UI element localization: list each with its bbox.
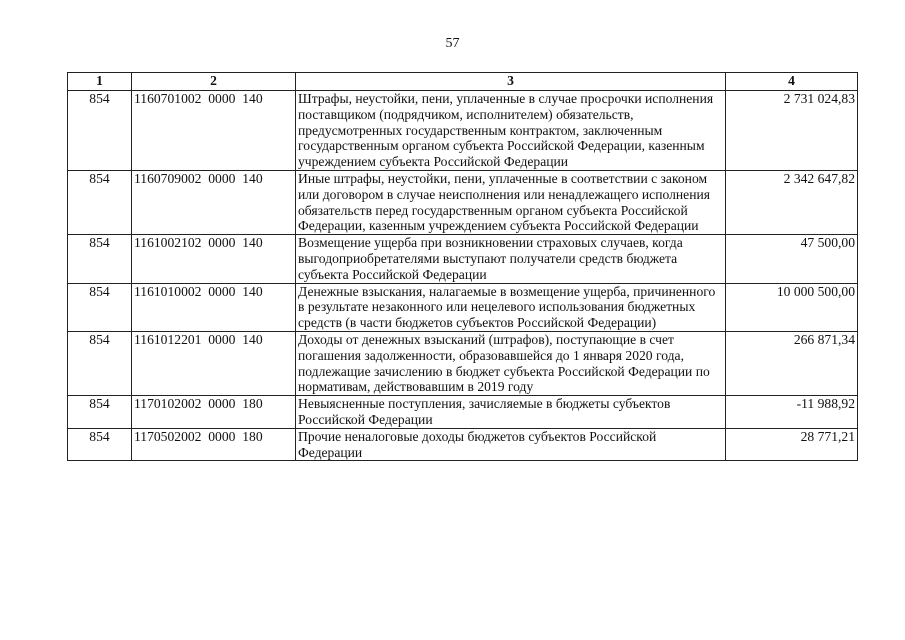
amount-cell: 47 500,00 [726,235,858,283]
revenue-name-cell: Доходы от денежных взысканий (штрафов), поступающие в счет погашения задолженности, образовавшейся до 1 января 2020 года, подлежащие зачислению в бюджет субъекта Российской Федерации по нормативам, действовавшим в 2019 году [296,331,726,395]
revenue-name-cell: Штрафы, неустойки, пени, уплаченные в случае просрочки исполнения поставщиком (подрядчиком, исполнителем) обязательств, предусмотренных государственным контрактом, заключенным государственным органом субъекта Российской Федерации, казенным учреждением субъекта Российской Федерации [296,91,726,171]
amount-cell: 10 000 500,00 [726,283,858,331]
table-row [68,170,858,234]
header-row [68,73,858,91]
amount-cell: 28 771,21 [726,428,858,461]
revenue-code-cell: 1161002102 0000 140 [132,235,296,283]
header-col-3: 3 [296,73,726,91]
revenue-code-cell: 1160709002 0000 140 [132,170,296,234]
amount-cell: 266 871,34 [726,331,858,395]
revenue-code-cell: 1170502002 0000 180 [132,428,296,461]
admin-code-cell: 854 [68,235,132,283]
admin-code-cell: 854 [68,283,132,331]
admin-code-cell: 854 [68,91,132,171]
revenue-code-cell: 1161010002 0000 140 [132,283,296,331]
revenue-name-cell: Иные штрафы, неустойки, пени, уплаченные в соответствии с законом или договором в случае неисполнения или ненадлежащего исполнения обязательств перед государственным органом субъекта Российской Федерации, казенным учреждением субъекта Российской Федерации [296,170,726,234]
revenue-code-cell: 1161012201 0000 140 [132,331,296,395]
table-row [68,331,858,395]
table-row [68,91,858,171]
admin-code-cell: 854 [68,170,132,234]
header-col-1: 1 [68,73,132,91]
admin-code-cell: 854 [68,331,132,395]
table-row [68,428,858,461]
table-row [68,396,858,429]
revenue-code-cell: 1170102002 0000 180 [132,396,296,429]
revenue-name-cell: Возмещение ущерба при возникновении страховых случаев, когда выгодоприобретателями выступают получатели средств бюджета субъекта Российской Федерации [296,235,726,283]
revenue-name-cell: Денежные взыскания, налагаемые в возмещение ущерба, причиненного в результате незаконного или нецелевого использования бюджетных средств (в части бюджетов субъектов Российской Федерации) [296,283,726,331]
budget-revenue-table [67,72,858,461]
revenue-code-cell: 1160701002 0000 140 [132,91,296,171]
admin-code-cell: 854 [68,396,132,429]
amount-cell: 2 731 024,83 [726,91,858,171]
table-row [68,235,858,283]
revenue-name-cell: Невыясненные поступления, зачисляемые в бюджеты субъектов Российской Федерации [296,396,726,429]
amount-cell: -11 988,92 [726,396,858,429]
page-number: 57 [445,36,460,51]
table-row [68,283,858,331]
admin-code-cell: 854 [68,428,132,461]
header-col-2: 2 [132,73,296,91]
header-col-4: 4 [726,73,858,91]
amount-cell: 2 342 647,82 [726,170,858,234]
revenue-name-cell: Прочие неналоговые доходы бюджетов субъектов Российской Федерации [296,428,726,461]
